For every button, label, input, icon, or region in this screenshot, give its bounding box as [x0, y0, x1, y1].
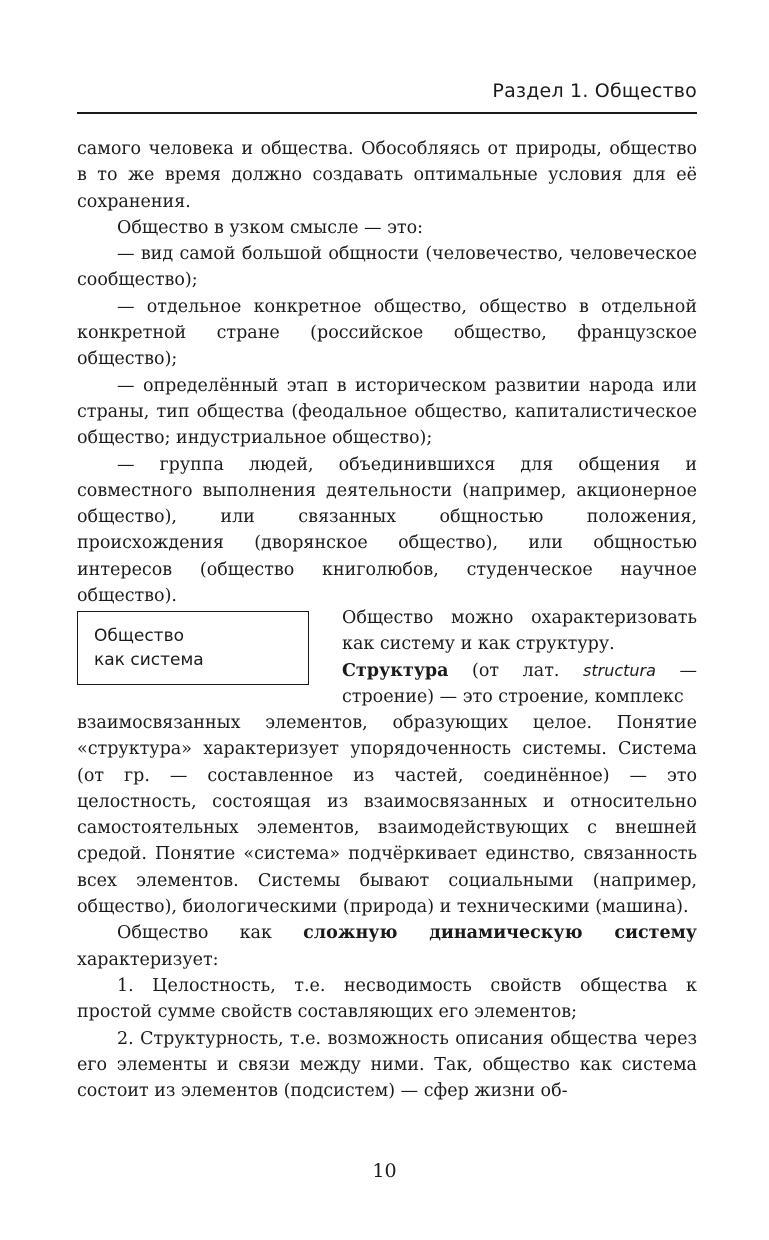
- wrapped-text-block: [342, 605, 697, 710]
- paragraph: [77, 920, 697, 973]
- header-rule: [77, 112, 697, 114]
- paragraph: Общество в узком смысле — это:: [117, 217, 424, 238]
- paragraph: Общество можно охарактеризовать как систему и как структуру.: [342, 608, 697, 655]
- text-run: характеризует:: [77, 949, 219, 970]
- text-run: (от лат.: [448, 660, 583, 681]
- running-header: Раздел 1. Общество: [492, 80, 697, 102]
- sidebar-heading-box: [77, 611, 309, 685]
- term: Структура: [342, 660, 449, 681]
- paragraph: [342, 658, 697, 711]
- paragraph: самого человека и общества. Обособляясь от природы, общество в то же время должно создавать оптимальные условия для её сохранения.: [77, 139, 697, 212]
- list-item: — группа людей, объединившихся для общения и совместного выполнения деятельности (например, акционерное общество), или связанных общностью положения, происхождения (дворянское общество), или общностью интересов (общество книголюбов, студенческое научное общество).: [77, 454, 697, 607]
- text-run: — строение) — это строение, комплекс: [342, 660, 697, 707]
- sidebar-heading-line: как система: [94, 650, 204, 670]
- sidebar-heading-line: Общество: [94, 626, 185, 646]
- list-item: — отдельное конкретное общество, общество в отдельной конкретной стране (российское общество, французское общество);: [77, 296, 697, 370]
- page-number: 10: [372, 1160, 397, 1182]
- latin-term: structura: [583, 660, 656, 680]
- list-item: — вид самой большой общности (человечество, человеческое сообщество);: [77, 244, 697, 291]
- text-run: Общество как: [117, 923, 304, 944]
- top-text-block: [77, 136, 697, 609]
- list-item: — определённый этап в историческом развитии народа или страны, тип общества (феодальное общество, капиталистическое общество; индустриальное общество);: [77, 375, 697, 449]
- paragraph: взаимосвязанных элементов, образующих целое. Понятие «структура» характеризует упорядоченность системы. Система (от гр. — составленное из частей, соединённое) — это целостность, состоящая из взаимосвязанных и относительно самостоятельных элементов, взаимодействующих с внешней средой. Понятие «система» подчёркивает единство, связанность всех элементов. Системы бывают социальными (например, общество), биологическими (природа) и техническими (машина).: [77, 713, 697, 918]
- term: сложную динамическую систему: [303, 923, 697, 944]
- numbered-item: 2. Структурность, т.е. возможность описания общества через его элементы и связи между ними. Так, общество как система состоит из элементов (подсистем) — сфер жизни об-: [77, 1028, 697, 1102]
- lower-text-block: [77, 710, 697, 1104]
- numbered-item: 1. Целостность, т.е. несводимость свойств общества к простой сумме свойств составляющих его элементов;: [77, 975, 697, 1023]
